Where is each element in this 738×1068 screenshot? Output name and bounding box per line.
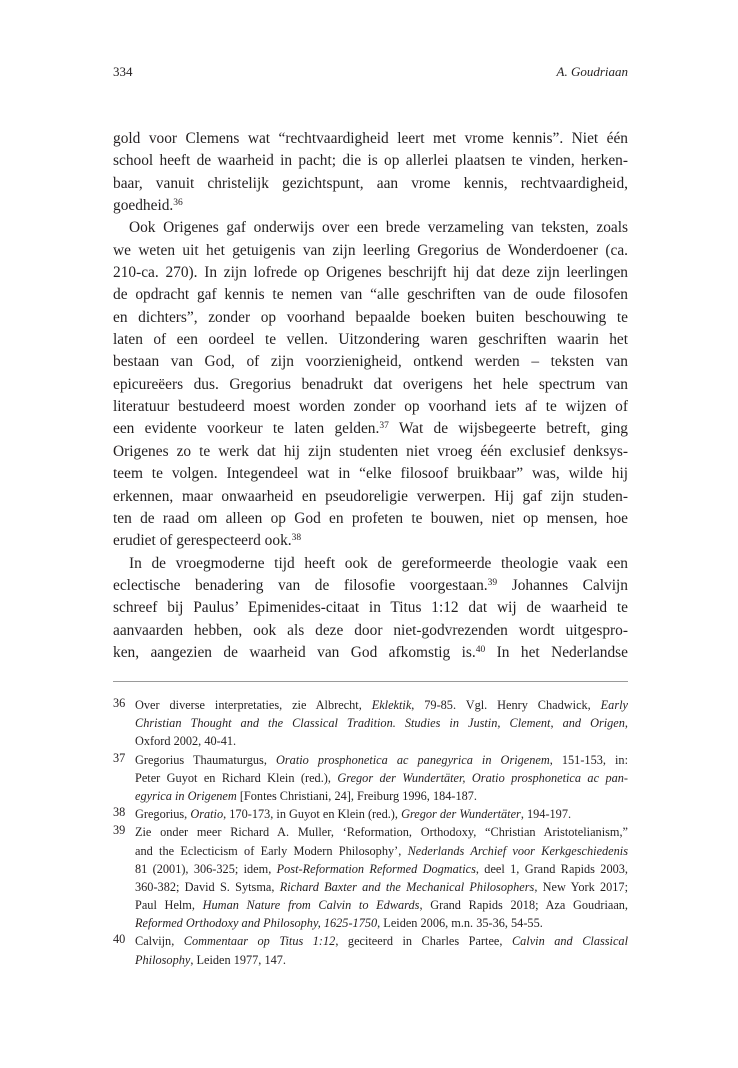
footnote-divider: [113, 681, 628, 682]
text-line: [135, 878, 628, 896]
text-run: een evidente voorkeur te laten gelden.: [113, 420, 380, 438]
text-line: [113, 150, 628, 172]
text-run: Gregorius,: [135, 807, 191, 822]
text-line: [113, 530, 628, 552]
footnote-number: 40: [113, 932, 126, 947]
text-run: school heeft de waarheid in pacht; die is op allerlei plaatsen te vinden, herken-: [113, 152, 628, 170]
text-line: [113, 620, 628, 642]
text-run: de opdracht gaf kennis te nemen van “alle geschriften van de oude filosofen: [113, 286, 628, 304]
footnote-number: 36: [113, 696, 126, 710]
text-line: [135, 860, 628, 878]
text-line: [113, 329, 628, 351]
text-run: aanvaarden hebben, ook als deze door niet-godvrezenden wordt uitgespro-: [113, 621, 628, 639]
text-run: , 151-153, in:: [549, 752, 628, 767]
text-run: ken, aangezien de waarheid van God afkomstig is.: [113, 643, 476, 661]
text-run: ,: [624, 716, 628, 731]
text-run: 360-382; David S. Sytsma,: [135, 879, 280, 894]
text-line: [135, 769, 628, 787]
running-header: [113, 64, 628, 80]
text-line: [113, 463, 628, 485]
text-line: [135, 787, 628, 805]
body-text: [113, 128, 628, 664]
text-run: ten de raad om alleen op God en profeten te bouwen, niet op mensen, hoe: [113, 509, 628, 527]
text-run: and the Eclecticism of Early Modern Philosophy’,: [135, 843, 408, 858]
text-run: erkennen, maar onwaarheid en pseudoreligie verwerpen. Hij gaf zijn studen-: [113, 487, 628, 505]
footnote: [113, 751, 628, 806]
text-run: , geciteerd in Charles Partee,: [335, 934, 512, 949]
text-line: [113, 418, 628, 440]
italic-title: Oratio prosphonetica ac panegyrica in Origenem: [276, 752, 550, 767]
footnote-text: [135, 751, 628, 806]
text-run: , 194-197.: [520, 807, 572, 822]
text-run: , 170-173, in Guyot en Klein (red.),: [223, 807, 402, 822]
running-author: A. Goudriaan: [556, 64, 628, 79]
italic-title: Post-Reformation Reformed Dogmatics: [276, 861, 476, 876]
text-run: , Leiden 1977, 147.: [190, 952, 286, 967]
text-run: , New York 2017;: [534, 879, 628, 894]
text-line: [113, 396, 628, 418]
text-run: bestaan van God, of zijn voorzienigheid, ontkend werden – teksten van: [113, 353, 628, 371]
footnote: [113, 823, 628, 932]
text-run: we weten uit het getuigenis van zijn leerling Gregorius de Wonderdoener (ca.: [113, 241, 628, 259]
text-run: baar, vanuit christelijk gezichtspunt, aan vrome kennis, rechtvaardigheid,: [113, 174, 628, 192]
footnote-number: 39: [113, 823, 126, 838]
text-line: [135, 896, 628, 914]
text-line: [135, 914, 628, 932]
footnote-reference: 38: [291, 533, 302, 544]
text-line: [135, 932, 628, 950]
footnotes: [113, 696, 628, 969]
footnote-text: [135, 823, 628, 932]
text-line: [135, 751, 628, 769]
text-line: [135, 714, 628, 732]
italic-title: Oratio: [190, 807, 224, 822]
text-run: goedheid.: [113, 197, 174, 215]
text-run: In de vroegmoderne tijd heeft ook de gereformeerde theologie vaak een: [129, 554, 628, 572]
footnote-number: 37: [113, 750, 126, 765]
text-line: [113, 508, 628, 530]
text-line: [113, 240, 628, 262]
text-line: [113, 217, 628, 239]
footnote-text: [135, 932, 628, 968]
italic-title: Gregor der Wundertäter, Oratio prosphonetica ac pan-: [337, 770, 628, 785]
italic-title: Reformed Orthodoxy and Philosophy, 1625-1750: [135, 916, 378, 931]
text-run: [Fontes Christiani, 24], Freiburg 1996, 184-187.: [236, 788, 477, 803]
footnote-reference: 37: [379, 421, 389, 432]
italic-title: Richard Baxter and the Mechanical Philosophers: [279, 879, 535, 894]
paragraph: [113, 128, 628, 217]
text-run: , deel 1, Grand Rapids 2003,: [475, 861, 628, 876]
text-line: [113, 642, 628, 664]
footnote: [113, 805, 628, 823]
text-run: 210-ca. 270). In zijn lofrede op Origenes beschrijft hij dat deze zijn leerlingen: [113, 264, 628, 282]
footnote-reference: 39: [487, 577, 498, 588]
text-run: Over diverse interpretaties, zie Albrecht,: [135, 698, 372, 712]
text-line: [113, 441, 628, 463]
text-line: [113, 307, 628, 329]
text-run: Gregorius Thaumaturgus,: [135, 752, 276, 767]
text-run: gold voor Clemens wat “rechtvaardigheid leert met vrome kennis”. Niet één: [113, 130, 628, 147]
text-run: erudiet of gerespecteerd ook.: [113, 532, 292, 550]
footnote-text: [135, 805, 628, 823]
italic-title: Calvin and Classical: [511, 934, 628, 949]
text-line: [113, 173, 628, 195]
text-run: , Grand Rapids 2018; Aza Goudriaan,: [419, 898, 628, 913]
footnote-text: [135, 696, 628, 751]
text-run: epicureëers dus. Gregorius benadrukt dat overigens het hele spectrum van: [113, 375, 628, 393]
text-line: [135, 805, 628, 823]
text-line: [113, 553, 628, 575]
text-run: Oxford 2002, 40-41.: [135, 734, 237, 749]
footnote-reference: 36: [173, 198, 183, 209]
text-run: 81 (2001), 306-325; idem,: [135, 861, 277, 876]
text-run: , Leiden 2006, m.n. 35-36, 54-55.: [377, 916, 543, 931]
text-run: schreef bij Paulus’ Epimenides-citaat in Titus 1:12 dat wij de waarheid te: [113, 599, 628, 617]
paragraph: [113, 217, 628, 552]
text-line: [113, 128, 628, 150]
text-line: [113, 374, 628, 396]
text-line: [135, 696, 628, 714]
text-line: [135, 842, 628, 860]
text-line: [135, 732, 628, 750]
text-line: [113, 284, 628, 306]
italic-title: Philosophy: [135, 952, 191, 967]
italic-title: Nederlands Archief voor Kerkgeschiedenis: [407, 843, 628, 858]
text-run: Origenes zo te werk dat hij zijn studenten niet vroeg één exclusief denksys-: [113, 442, 628, 460]
text-run: Wat de wijsbegeerte betreft, ging: [388, 420, 628, 438]
text-run: In het Nederlandse: [485, 643, 629, 661]
italic-title: Gregor der Wundertäter: [401, 807, 521, 822]
text-run: Zie onder meer Richard A. Muller, ‘Reformation, Orthodoxy, “Christian Aristotelianism,”: [135, 825, 628, 840]
text-run: laten of een oordeel te vellen. Uitzondering waren geschriften waarin het: [113, 331, 628, 349]
italic-title: egyrica in Origenem: [135, 788, 237, 803]
italic-title: Christian Thought and the Classical Tradition. Studies in Justin, Clement, and Origen: [135, 716, 625, 731]
text-run: teem te volgen. Integendeel wat in “elke filosoof bruikbaar” was, wilde hij: [113, 465, 628, 483]
text-run: Calvijn,: [135, 934, 184, 949]
text-run: , 79-85. Vgl. Henry Chadwick,: [411, 698, 601, 712]
page-number: 334: [113, 64, 133, 79]
text-run: Paul Helm,: [135, 898, 203, 913]
text-line: [113, 262, 628, 284]
italic-title: Human Nature from Calvin to Edwards: [202, 898, 420, 913]
text-run: eclectische benadering van de filosofie voorgestaan.: [113, 576, 488, 594]
text-run: Johannes Calvijn: [497, 576, 628, 594]
footnote: [113, 932, 628, 968]
paragraph: [113, 553, 628, 665]
text-line: [135, 951, 628, 969]
italic-title: Early: [600, 698, 628, 712]
text-run: Ook Origenes gaf onderwijs over een brede verzameling van teksten, zoals: [129, 219, 628, 237]
text-line: [113, 597, 628, 619]
text-line: [113, 486, 628, 508]
footnote-reference: 40: [475, 644, 486, 655]
text-run: Peter Guyot en Richard Klein (red.),: [135, 770, 338, 785]
text-line: [113, 351, 628, 373]
text-line: [113, 195, 628, 217]
text-line: [135, 823, 628, 841]
text-line: [113, 575, 628, 597]
italic-title: Commentaar op Titus 1:12: [183, 934, 336, 949]
footnote-number: 38: [113, 805, 126, 820]
footnote: [113, 696, 628, 751]
text-run: en dichters”, zonder op voorhand bepaalde boeken buiten beschouwing te: [113, 308, 628, 326]
text-run: literatuur bestudeerd moest worden zonder op voorhand iets af te wijzen of: [113, 398, 628, 416]
italic-title: Eklektik: [371, 698, 412, 712]
